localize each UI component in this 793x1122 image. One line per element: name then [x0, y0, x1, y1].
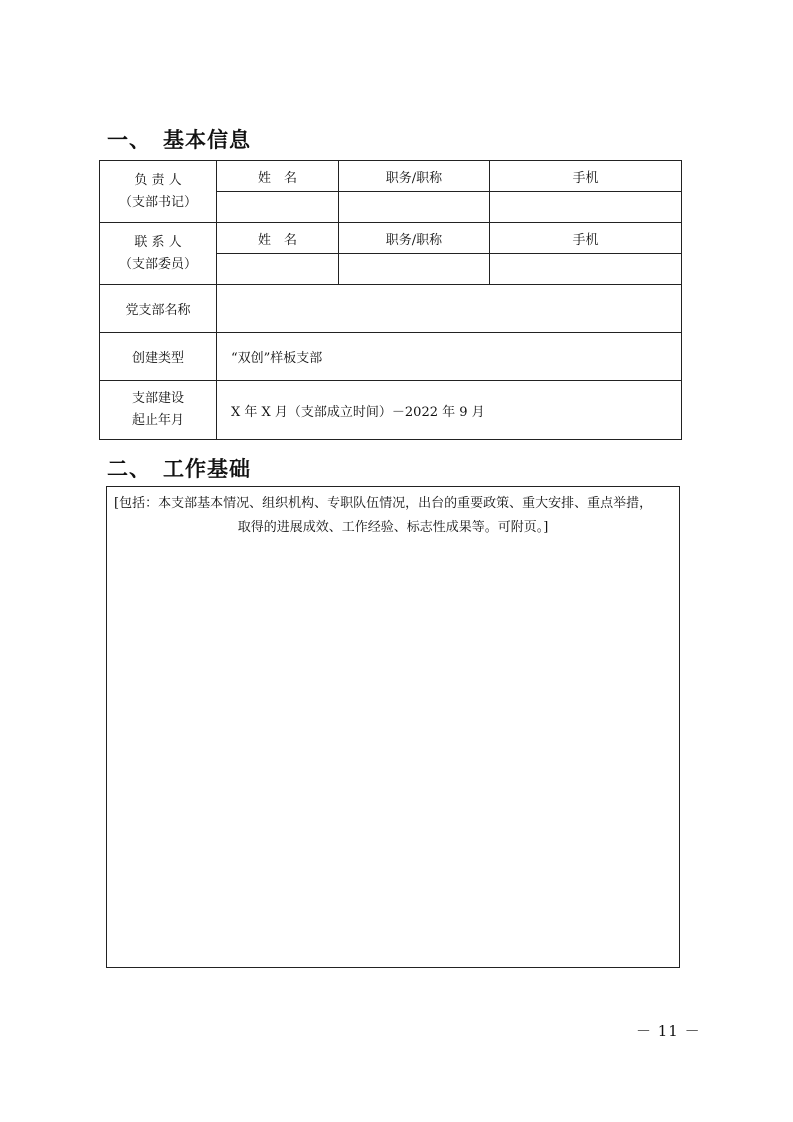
contact-header-row: [100, 223, 682, 254]
leader-position-header: 职务/职称: [339, 161, 490, 192]
leader-label-cell: [100, 161, 217, 223]
branch-name-label: 党支部名称: [100, 285, 217, 333]
section-number: 二、: [107, 457, 151, 481]
work-basis-box[interactable]: [106, 486, 680, 968]
leader-name-field[interactable]: [217, 192, 339, 223]
leader-name-header: 姓 名: [217, 161, 339, 192]
period-label: 支部建设: [131, 391, 184, 406]
period-value: X 年 X 月（支部成立时间）－2022 年 9 月: [217, 381, 682, 440]
period-sublabel: 起止年月: [131, 413, 184, 428]
page-number: － 11 －: [636, 1022, 701, 1040]
contact-name-field[interactable]: [217, 254, 339, 285]
period-label-cell: [100, 381, 217, 440]
work-basis-instruction-line2: 取得的进展成效、工作经验、标志性成果等。可附页。]: [237, 520, 549, 535]
contact-position-field[interactable]: [339, 254, 490, 285]
work-basis-instruction-line1: [包括：本支部基本情况、组织机构、专职队伍情况，出台的重要政策、重大安排、重点举措，: [114, 496, 653, 511]
section-title-work-basis: [107, 453, 251, 483]
section-title-basic-info: [107, 124, 251, 154]
basic-info-table: [99, 160, 682, 440]
creation-type-row: [100, 333, 682, 381]
creation-type-value: “双创”样板支部: [217, 333, 682, 381]
leader-phone-header: 手机: [490, 161, 682, 192]
contact-position-header: 职务/职称: [339, 223, 490, 254]
contact-name-header: 姓 名: [217, 223, 339, 254]
section-title-text: 基本信息: [163, 128, 251, 152]
creation-type-label: 创建类型: [100, 333, 217, 381]
leader-position-field[interactable]: [339, 192, 490, 223]
contact-phone-field[interactable]: [490, 254, 682, 285]
leader-phone-field[interactable]: [490, 192, 682, 223]
contact-label: 联 系 人: [134, 234, 182, 250]
contact-phone-header: 手机: [490, 223, 682, 254]
contact-label-cell: [100, 223, 217, 285]
contact-sublabel: （支部委员）: [118, 256, 197, 272]
period-row: [100, 381, 682, 440]
leader-header-row: [100, 161, 682, 192]
leader-label: 负 责 人: [134, 172, 182, 188]
section-number: 一、: [107, 128, 151, 152]
branch-name-field[interactable]: [217, 285, 682, 333]
branch-name-row: [100, 285, 682, 333]
leader-sublabel: （支部书记）: [118, 194, 197, 210]
section-title-text: 工作基础: [163, 457, 251, 481]
